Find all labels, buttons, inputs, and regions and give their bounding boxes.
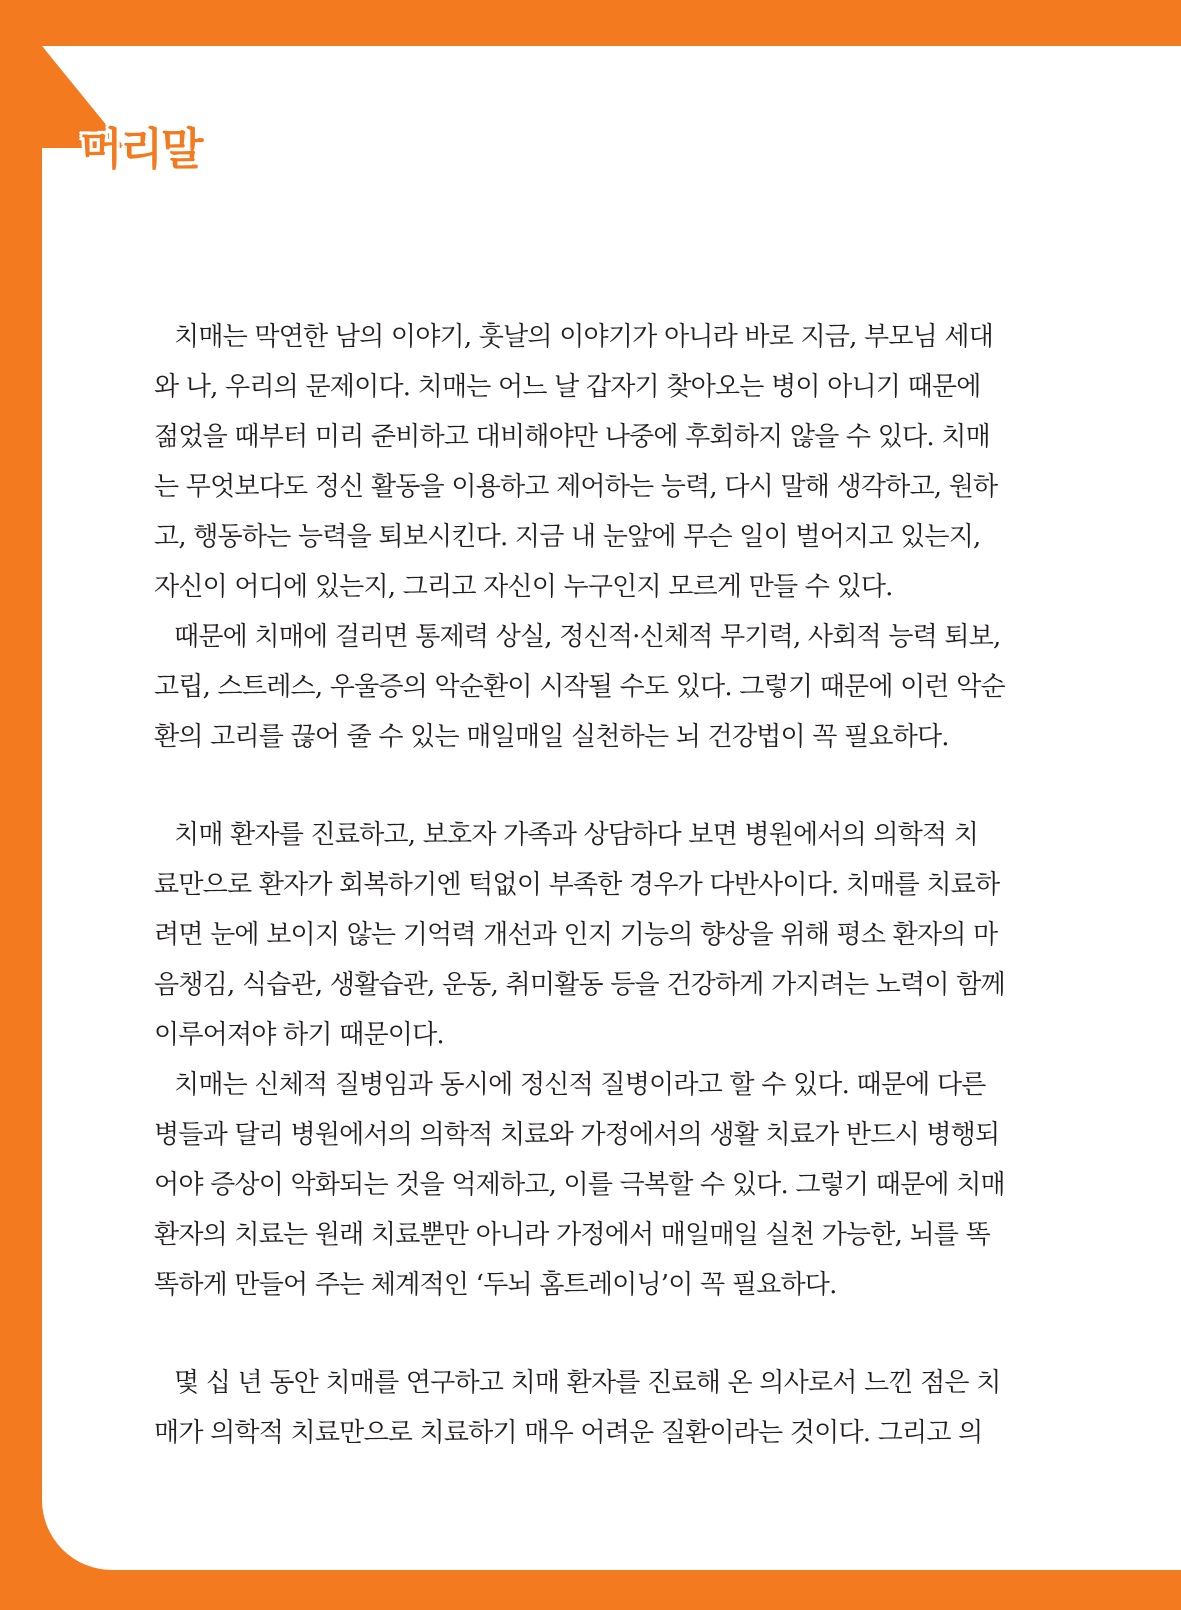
text-line: 려면 눈에 보이지 않는 기억력 개선과 인지 기능의 향상을 위해 평소 환자의 마 — [154, 920, 998, 950]
text-line: 몇 십 년 동안 치매를 연구하고 치매 환자를 진료해 온 의사로서 느낀 점은 치 — [174, 1368, 1001, 1398]
text-line: 젊었을 때부터 미리 준비하고 대비해야만 나중에 후회하지 않을 수 있다. 치매 — [154, 422, 990, 452]
text-line: 매가 의학적 치료만으로 치료하기 매우 어려운 질환이라는 것이다. 그리고 의 — [154, 1418, 983, 1448]
text-line: 때문에 치매에 걸리면 통제력 상실, 정신적·신체적 무기력, 사회적 능력 퇴보, — [174, 622, 1001, 652]
text-line: 치매 환자를 진료하고, 보호자 가족과 상담하다 보면 병원에서의 의학적 치 — [174, 820, 979, 850]
text-line: 고, 행동하는 능력을 퇴보시킨다. 지금 내 눈앞에 무슨 일이 벌어지고 있는지, — [154, 522, 981, 552]
paragraph — [154, 1358, 1026, 1458]
page-title: 머리말 — [80, 124, 202, 175]
text-line: 이루어져야 하기 때문이다. — [154, 1020, 444, 1050]
text-line: 와 나, 우리의 문제이다. 치매는 어느 날 갑자기 찾아오는 병이 아니기 때문에 — [154, 372, 981, 402]
text-line: 고립, 스트레스, 우울증의 악순환이 시작될 수도 있다. 그렇기 때문에 이런 악순 — [154, 672, 1005, 702]
text-line: 환자의 치료는 원래 치료뿐만 아니라 가정에서 매일매일 실천 가능한, 뇌를 똑 — [154, 1220, 990, 1250]
paragraph-gap — [154, 762, 1026, 810]
paragraph — [154, 312, 1026, 612]
paragraph-gap — [154, 1310, 1026, 1358]
text-line: 치매는 신체적 질병임과 동시에 정신적 질병이라고 할 수 있다. 때문에 다른 — [174, 1070, 986, 1100]
text-line: 똑하게 만들어 주는 체계적인 ‘두뇌 홈트레이닝’이 꼭 필요하다. — [154, 1270, 837, 1300]
paragraph — [154, 1060, 1026, 1310]
text-line: 치매는 막연한 남의 이야기, 훗날의 이야기가 아니라 바로 지금, 부모님 세대 — [174, 322, 994, 352]
paragraph — [154, 612, 1026, 762]
text-line: 는 무엇보다도 정신 활동을 이용하고 제어하는 능력, 다시 말해 생각하고, 원하 — [154, 472, 998, 502]
text-line: 자신이 어디에 있는지, 그리고 자신이 누구인지 모르게 만들 수 있다. — [154, 572, 893, 602]
text-line: 음챙김, 식습관, 생활습관, 운동, 취미활동 등을 건강하게 가지려는 노력이 함께 — [154, 970, 1005, 1000]
text-line: 료만으로 환자가 회복하기엔 턱없이 부족한 경우가 다반사이다. 치매를 치료하 — [154, 870, 1000, 900]
paragraph — [154, 810, 1026, 1060]
text-line: 환의 고리를 끊어 줄 수 있는 매일매일 실천하는 뇌 건강법이 꼭 필요하다. — [154, 722, 949, 752]
body-text — [154, 312, 1026, 1458]
text-line: 병들과 달리 병원에서의 의학적 치료와 가정에서의 생활 치료가 반드시 병행되 — [154, 1120, 1000, 1150]
text-line: 어야 증상이 악화되는 것을 억제하고, 이를 극복할 수 있다. 그렇기 때문에 치매 — [154, 1170, 1005, 1200]
